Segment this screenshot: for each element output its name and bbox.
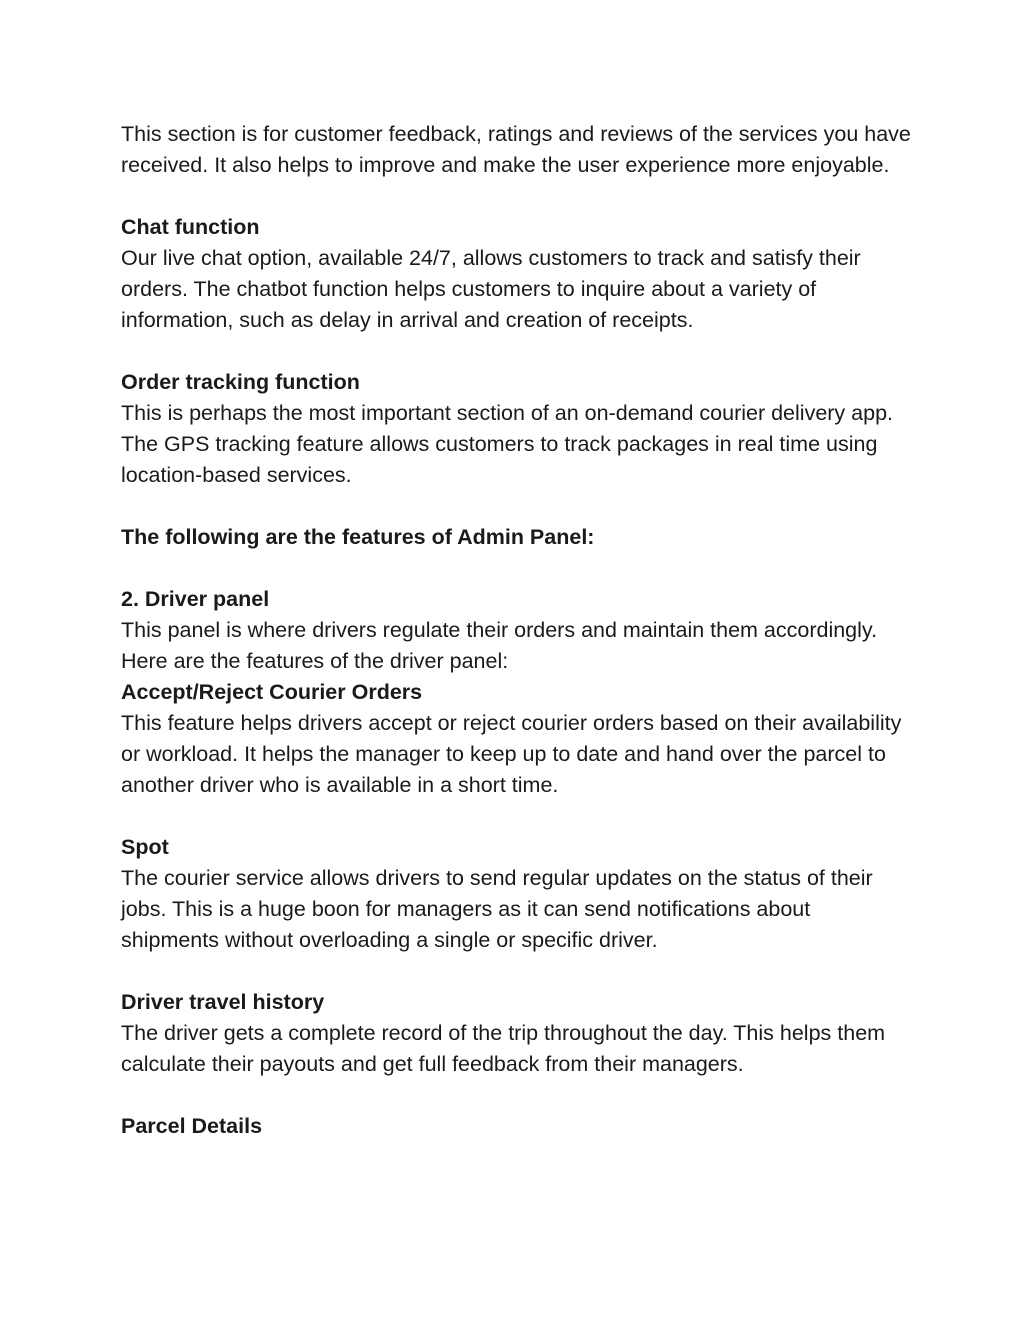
driver-panel-paragraph: This panel is where drivers regulate their orders and maintain them accordingly. Here are the features of the driver panel: xyxy=(121,618,878,673)
paragraph-gap xyxy=(121,491,911,522)
paragraph-gap xyxy=(121,553,911,584)
accept-reject-paragraph: This feature helps drivers accept or reject courier orders based on their availability or workload. It helps the manager to keep up to date and hand over the parcel to another driver who is available in a short time. xyxy=(121,711,902,797)
accept-reject-heading: Accept/Reject Courier Orders xyxy=(121,680,423,704)
paragraph-gap xyxy=(121,956,911,987)
paragraph-gap xyxy=(121,336,911,367)
driver-travel-history-heading: Driver travel history xyxy=(121,990,325,1014)
spot-paragraph: The courier service allows drivers to send regular updates on the status of their jobs. This is a huge boon for managers as it can send notifications about shipments without overloading a single or specific driver. xyxy=(121,866,873,952)
chat-function-heading: Chat function xyxy=(121,215,260,239)
driver-travel-history-paragraph: The driver gets a complete record of the trip throughout the day. This helps them calculate their payouts and get full feedback from their managers. xyxy=(121,1021,886,1076)
spot-heading: Spot xyxy=(121,835,169,859)
parcel-details-heading: Parcel Details xyxy=(121,1114,263,1138)
paragraph-gap xyxy=(121,801,911,832)
order-tracking-heading: Order tracking function xyxy=(121,370,360,394)
paragraph-gap xyxy=(121,181,911,212)
intro-paragraph: This section is for customer feedback, ratings and reviews of the services you have received. It also helps to improve and make the user experience more enjoyable. xyxy=(121,122,911,177)
chat-function-paragraph: Our live chat option, available 24/7, allows customers to track and satisfy their orders. The chatbot function helps customers to inquire about a variety of information, such as delay in arrival and creation of receipts. xyxy=(121,246,861,332)
admin-panel-heading: The following are the features of Admin Panel: xyxy=(121,525,595,549)
driver-panel-heading: 2. Driver panel xyxy=(121,587,270,611)
order-tracking-paragraph: This is perhaps the most important section of an on-demand courier delivery app. The GPS tracking feature allows customers to track packages in real time using location-based services. xyxy=(121,401,894,487)
document-page xyxy=(121,119,911,1142)
paragraph-gap xyxy=(121,1080,911,1111)
